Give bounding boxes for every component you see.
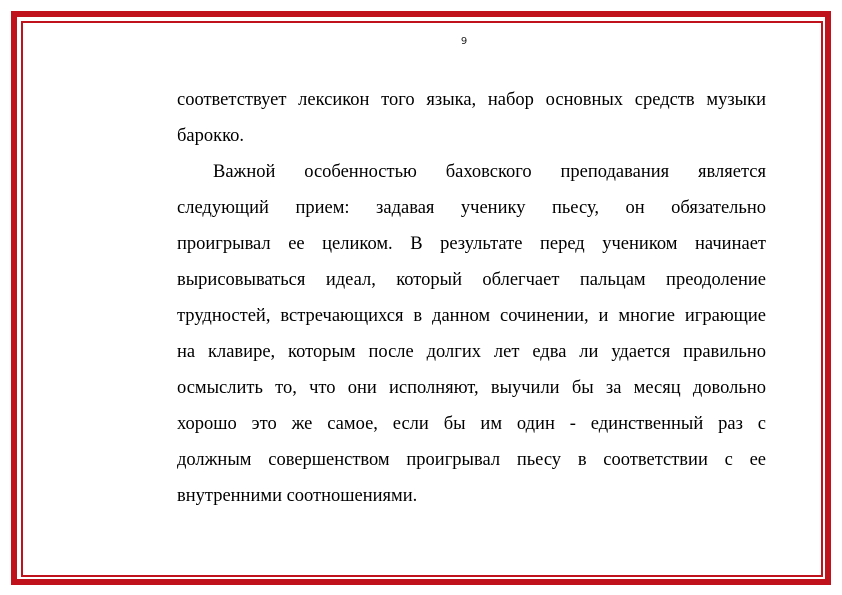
text-line: на клавире, которым после долгих лет едва ли удается правильно <box>177 342 766 362</box>
paragraph-first-line: Важной особенностью баховского преподавания является <box>213 162 766 182</box>
text-line: хорошо это же самое, если бы им один - единственный раз с <box>177 414 766 434</box>
text-line: должным совершенством проигрывал пьесу в соответствии с ее <box>177 450 766 470</box>
text-line: трудностей, встречающихся в данном сочинении, и многие играющие <box>177 306 766 326</box>
text-line: осмыслить то, что они исполняют, выучили бы за месяц довольно <box>177 378 766 398</box>
text-line: барокко. <box>177 126 245 146</box>
text-line: вырисовываться идеал, который облегчает пальцам преодоление <box>177 270 766 290</box>
text-line: следующий прием: задавая ученику пьесу, он обязательно <box>177 198 766 218</box>
page-number: 9 <box>460 36 468 47</box>
body-text <box>177 82 766 514</box>
text-line: проигрывал ее целиком. В результате перед учеником начинает <box>177 234 766 254</box>
text-line: внутренними соотношениями. <box>177 486 418 506</box>
text-line: соответствует лексикон того языка, набор основных средств музыки <box>177 90 766 110</box>
